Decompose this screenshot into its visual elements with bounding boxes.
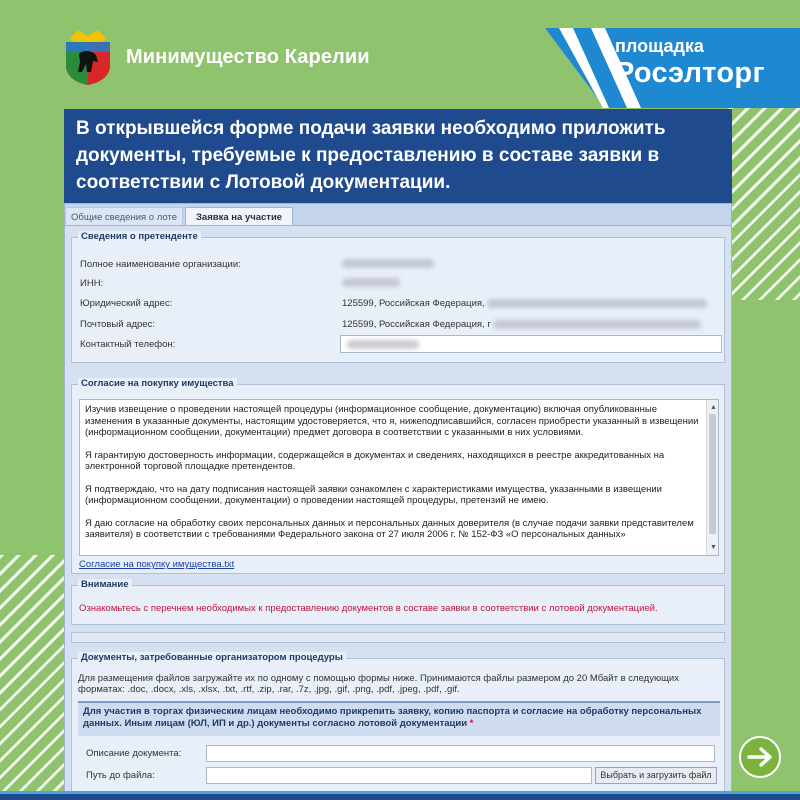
file-path-label: Путь до файла: — [86, 770, 155, 781]
required-mark: * — [469, 717, 474, 729]
doc-description-label: Описание документа: — [86, 748, 182, 759]
decorative-stripes-bottom-left — [0, 555, 66, 795]
next-button[interactable] — [739, 736, 781, 778]
consent-paragraph: Я гарантирую достоверность информации, содержащейся в документах и сведениях, находящихся в реестре аккредитованных на электронной торговой площадке претендентов. — [85, 449, 665, 472]
brand — [62, 28, 370, 86]
documents-requirement-text: Для участия в торгах физическим лицам необходимо прикрепить заявку, копию паспорта и согласие на обработку персональных данных. Иным лицам (ЮЛ, ИП и др.) документы согласно лотовой документации — [83, 706, 702, 729]
org-name-value — [342, 258, 434, 269]
documents-description: Для размещения файлов загружайте их по одному с помощью формы ниже. Принимаются файлы размером до 20 Мбайт в следующих форматах: .doc, .docx, .xls, .xlsx, .txt, .rtf, .zip, .rar, .7z, .jpg, .gif, .png, .pdf, .jpeg, .pdf, .gif. — [78, 673, 679, 695]
instruction-banner: В открывшейся форме подачи заявки необходимо приложить документы, требуемые к предоставлению в составе заявки в соответствии с Лотовой документации. — [64, 109, 732, 203]
applicant-legend: Сведения о претенденте — [78, 231, 201, 242]
org-name-label: Полное наименование организации: — [80, 259, 241, 270]
application-form — [64, 203, 732, 795]
karelia-coat-of-arms-icon — [62, 28, 114, 86]
inn-label: ИНН: — [80, 278, 104, 289]
documents-requirement — [78, 701, 720, 736]
documents-legend: Документы, затребованные организатором процедуры — [78, 652, 346, 663]
tab-lot-info[interactable]: Общие сведения о лоте — [65, 207, 183, 225]
attention-legend: Внимание — [78, 579, 132, 590]
platform-label: площадка — [615, 36, 704, 56]
inn-value — [342, 277, 400, 288]
attention-text: Ознакомьтесь с перечнем необходимых к предоставлению документов в составе заявки в соответствии с лотовой документацией. — [79, 603, 658, 614]
platform-badge — [545, 28, 800, 108]
platform-name: Росэлторг — [615, 57, 765, 89]
scroll-down-icon[interactable]: ▼ — [710, 543, 717, 551]
doc-description-input[interactable] — [206, 745, 715, 762]
consent-scrollbar[interactable] — [706, 400, 718, 555]
consent-paragraph: Я даю согласие на обработку своих персональных данных и персональных данных доверителя (в случае подачи заявки представителем заявителя) в соответствии с требованиями Федерального закона от 27 июля 2006 г. № 152-ФЗ «О персональных данных» — [85, 517, 694, 540]
postal-address-label: Почтовый адрес: — [80, 319, 155, 330]
consent-legend: Согласие на покупку имущества — [78, 378, 237, 389]
phone-label: Контактный телефон: — [80, 339, 176, 350]
upload-file-button[interactable]: Выбрать и загрузить файл — [595, 767, 717, 784]
documents-fieldset — [71, 652, 725, 795]
tab-application[interactable]: Заявка на участие — [185, 207, 293, 225]
consent-fieldset — [71, 378, 725, 574]
consent-file-link[interactable]: Согласие на покупку имущества.txt — [79, 559, 235, 570]
scroll-thumb[interactable] — [709, 414, 716, 534]
consent-paragraph: Изучив извещение о проведении настоящей процедуры (информационное сообщение, документацию) включая опубликованные изменения в указанные документы, настоящим удостоверяется, что я, нижеподписавшийся, согласен приобрести указанный в извещении (информационном сообщении, документации) предмет договора в соответствии с указанными в них условиями. — [85, 404, 699, 438]
platform-text — [615, 36, 765, 90]
legal-address-label: Юридический адрес: — [80, 298, 173, 309]
consent-textarea[interactable] — [79, 399, 719, 556]
brand-name: Минимущество Карелии — [126, 45, 370, 68]
consent-paragraph: Я подтверждаю, что на дату подписания настоящей заявки ознакомлен с характеристиками имущества, указанными в извещении (информационном сообщении, документации) о проведении настоящей процедуры, претензий не имею. — [85, 483, 662, 506]
attention-fieldset — [71, 579, 725, 625]
phone-field[interactable] — [340, 335, 722, 353]
scroll-up-icon[interactable]: ▲ — [710, 404, 717, 411]
arrow-right-icon — [747, 747, 773, 767]
form-tabs — [65, 204, 731, 226]
footer-line — [0, 794, 800, 800]
legal-address-value: 125599, Российская Федерация, — [342, 298, 707, 309]
postal-address-value: 125599, Российская Федерация, г — [342, 319, 701, 330]
empty-fieldset — [71, 632, 725, 643]
file-path-input[interactable] — [206, 767, 592, 784]
decorative-stripes-top-right — [720, 100, 800, 300]
applicant-fieldset — [71, 231, 725, 363]
